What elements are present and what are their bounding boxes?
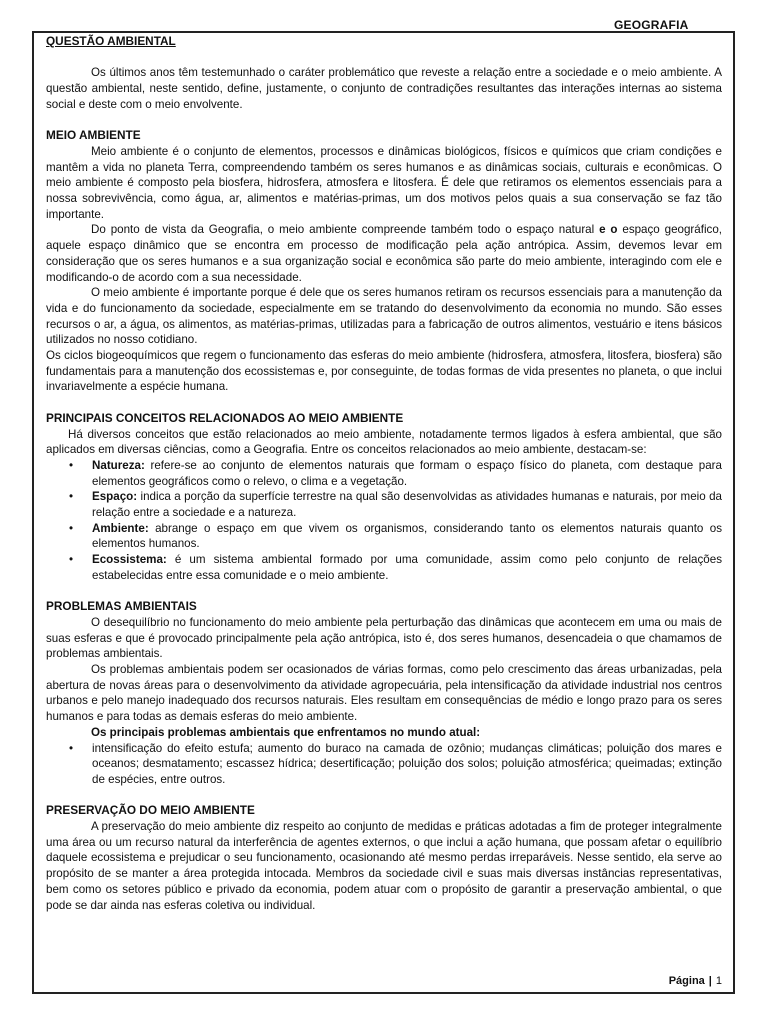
section-title-questao: QUESTÃO AMBIENTAL [46, 34, 176, 48]
problems-list [46, 741, 722, 788]
section-title-problemas: PROBLEMAS AMBIENTAIS [46, 599, 197, 614]
paragraph: A preservação do meio ambiente diz respeito ao conjunto de medidas e práticas adotadas a fim de proteger integralmente uma área ou um recurso natural da interferência de agentes externos, o que inclui a ação humana, que possam afetar o equilíbrio daquele ecossistema e prejudicar o seu funcionamento, ocasionando até mesmo perdas irreparáveis. Nesse sentido, ela serve ao propósito de se manter a área protegida intocada. Membros da sociedade civil e suas mais diversas instâncias representativas, bem como os setores público e privado da economia, podem atuar com o propósito de garantir a preservação ambiental, o que pode se dar ainda nas esferas coletiva ou individual. [46, 820, 722, 912]
document-body [46, 34, 722, 913]
header-subject: GEOGRAFIA [614, 18, 689, 32]
concepts-list [46, 458, 722, 584]
page-label: Página [668, 975, 705, 987]
section-title-meio-ambiente: MEIO AMBIENTE [46, 128, 141, 143]
paragraph: Os problemas ambientais podem ser ocasionados de várias formas, como pelo crescimento das áreas urbanizadas, pela abertura de novas áreas para o desenvolvimento da atividade agropecuária, pela intensificação da atividade industrial nos centros urbanos e pelo manejo inadequado dos recursos naturais. Eles resultam em consequências de médio e longo prazo para os seres humanos e para todas as demais esferas do meio ambiente. [46, 663, 722, 724]
paragraph: Os ciclos biogeoquímicos que regem o funcionamento das esferas do meio ambiente (hidrosfera, atmosfera, litosfera, biosfera) são fundamentais para a manutenção dos ecossistemas e, por conseguinte, de todas formas de vida presentes no planeta, o que inclui invariavelmente a espécie humana. [46, 349, 722, 394]
list-item: • Ambiente: abrange o espaço em que vivem os organismos, considerando tanto os elementos naturais quanto os elementos humanos. [92, 521, 722, 552]
list-item: • Espaço: indica a porção da superfície terrestre na qual são desenvolvidas as atividades humanas e naturais, por meio da relação entre a sociedade e a natureza. [92, 489, 722, 520]
list-item: • Natureza: refere-se ao conjunto de elementos naturais que formam o espaço físico do planeta, com destaque para elementos geográficos como o relevo, o clima e a vegetação. [92, 458, 722, 489]
page-number: 1 [715, 975, 722, 987]
footer-separator: | [708, 975, 712, 987]
paragraph: Meio ambiente é o conjunto de elementos, processos e dinâmicas biológicos, físicos e químicos que criam condições e mantêm a vida no planeta Terra, compreendendo também os seres humanos e as dinâmicas sociais, culturais e econômicas. O meio ambiente é composto pela biosfera, hidrosfera, atmosfera e litosfera. É dele que retiramos os elementos essenciais para a nossa sobrevivência, como água, ar, alimentos e matérias-primas, um dos motivos pelos quais a sua conservação se faz tão importante. [46, 144, 722, 221]
section-title-preservacao: PRESERVAÇÃO DO MEIO AMBIENTE [46, 803, 255, 818]
problems-subheading: Os principais problemas ambientais que enfrentamos no mundo atual: [91, 725, 481, 739]
paragraph: Há diversos conceitos que estão relacionados ao meio ambiente, notadamente termos ligados à esfera ambiental, que são aplicados em diversas ciências, como a Geografia. Entre os conceitos relacionados ao meio ambiente, destacam-se: [46, 427, 722, 457]
page-footer [669, 975, 722, 987]
list-item: • intensificação do efeito estufa; aumento do buraco na camada de ozônio; mudanças climáticas; poluição dos mares e oceanos; desmatamento; escassez hídrica; desertificação; poluição dos solos; poluição atmosférica; queimadas; extinção de espécies, entre outros. [92, 741, 722, 788]
section-title-conceitos: PRINCIPAIS CONCEITOS RELACIONADOS AO MEIO AMBIENTE [46, 410, 404, 425]
list-item: • Ecossistema: é um sistema ambiental formado por uma comunidade, assim como pelo conjunto de relações estabelecidas entre essa comunidade e o meio ambiente. [92, 552, 722, 583]
paragraph: Os últimos anos têm testemunhado o caráter problemático que reveste a relação entre a sociedade e o meio ambiente. A questão ambiental, neste sentido, define, justamente, o conjunto de contradições resultantes das interações internas ao sistema social e deste com o meio envolvente. [46, 66, 722, 111]
paragraph: O desequilíbrio no funcionamento do meio ambiente pela perturbação das dinâmicas que acontecem em uma ou mais de suas esferas e que é provocado principalmente pela ação antrópica, isto é, dos seres humanos, desencadeia o que chamamos de problemas ambientais. [46, 615, 722, 661]
paragraph: Do ponto de vista da Geografia, o meio ambiente compreende também todo o espaço natural e o espaço geográfico, aquele espaço dinâmico que se encontra em processo de modificação pela ação antrópica. Assim, devemos levar em consideração que os seres humanos e a sua organização social e econômica são parte do meio ambiente, interagindo com ele e modificando-o de acordo com a sua necessidade. [46, 223, 722, 284]
paragraph: O meio ambiente é importante porque é dele que os seres humanos retiram os recursos essenciais para a manutenção da vida e do funcionamento da sociedade, especialmente em se tratando do desenvolvimento da economia no mundo. São esses recursos o ar, a água, os alimentos, as matérias-primas, utilizadas para a fabricação de outros alimentos, vestuário e itens básicos utilizados no nosso cotidiano. [46, 286, 722, 347]
